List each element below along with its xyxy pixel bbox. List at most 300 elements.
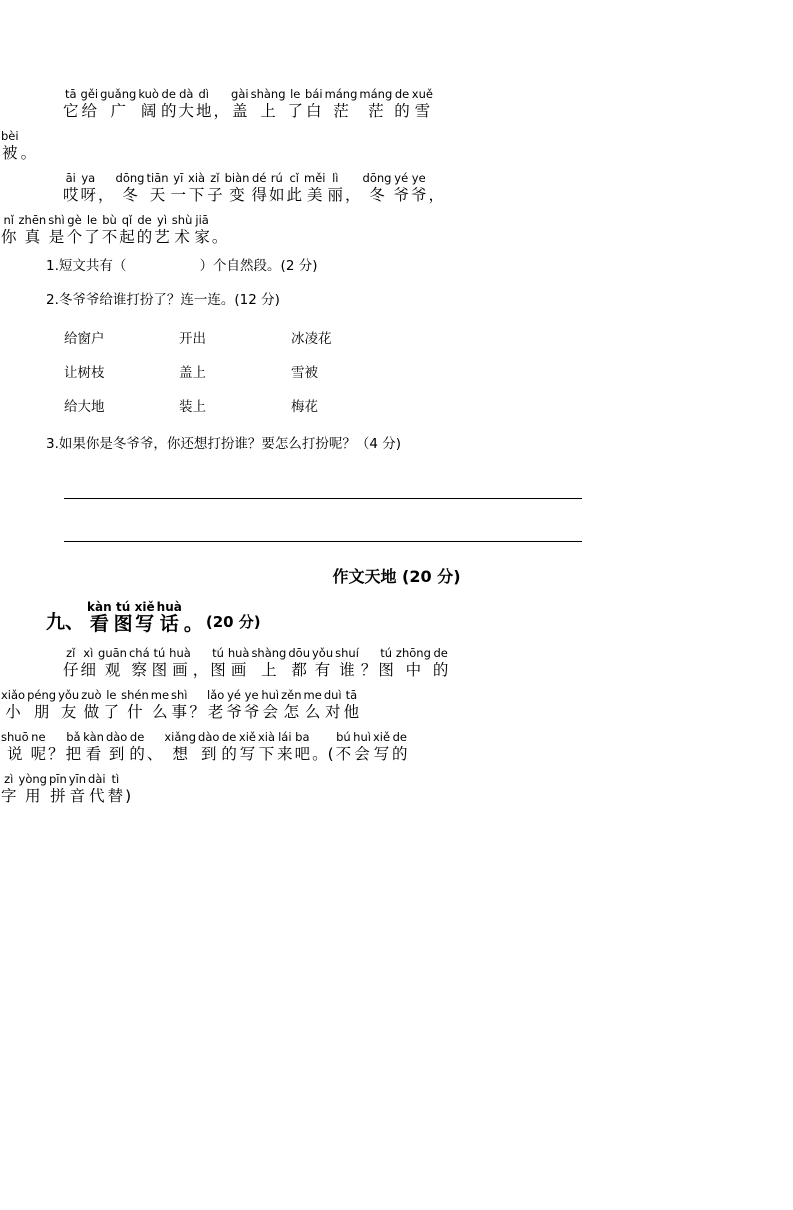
pinyin-char-unit (261, 689, 279, 721)
hanzi-text: 大 (178, 102, 194, 120)
question-3-text: 如果你是冬爷爷，你还想打扮谁？要怎么打扮呢？（4 分) (58, 436, 402, 452)
pinyin-char-unit (114, 601, 133, 633)
hanzi-text: 雪 (414, 102, 431, 120)
pinyin-char-unit (325, 88, 358, 120)
composition-score: (20 分) (205, 613, 261, 631)
pinyin-char-unit (88, 773, 106, 805)
hanzi-text: 朋 (33, 703, 50, 721)
hanzi-text: ， (213, 102, 230, 120)
hanzi-text: 冬 (122, 186, 138, 204)
pinyin-text: dì (198, 87, 209, 101)
pinyin-text: de (161, 87, 176, 101)
pinyin-char-unit (221, 731, 237, 763)
pinyin-char-unit (231, 88, 249, 120)
pinyin-char-unit (172, 214, 193, 246)
pinyin-char-unit (411, 172, 427, 204)
pinyin-text: dōng (115, 171, 145, 185)
pinyin-text: xiě (372, 730, 391, 744)
pinyin-char-unit (193, 647, 209, 679)
pinyin-char-unit (121, 689, 149, 721)
question-1 (0, 256, 793, 276)
hanzi-text: 了 (287, 102, 304, 120)
pinyin-char-unit (129, 731, 145, 763)
hanzi-text: 的 (394, 102, 410, 120)
hanzi-text: 阔 (140, 102, 157, 120)
pinyin-text: yīn (68, 772, 87, 786)
pinyin-text: chá (128, 646, 150, 660)
pinyin-char-unit (48, 731, 64, 763)
pinyin-text: xì (83, 646, 94, 660)
hanzi-text: 图 (151, 661, 168, 679)
pinyin-line (0, 647, 793, 679)
pinyin-char-unit (102, 214, 118, 246)
hanzi-text: 盖 (232, 102, 248, 120)
pinyin-char-unit (66, 731, 82, 763)
hanzi-text: 对 (324, 703, 341, 721)
hanzi-text: 是 (48, 228, 65, 246)
matching-row (64, 324, 793, 354)
pinyin-char-unit (98, 647, 127, 679)
hanzi-text: 上 (261, 661, 277, 679)
hanzi-text: 子 (207, 186, 223, 204)
pinyin-char-unit (394, 88, 410, 120)
pinyin-line (0, 130, 793, 162)
pinyin-text: de (137, 213, 152, 227)
matching-option[interactable]: 雪被 (291, 365, 318, 381)
pinyin-char-unit (147, 731, 163, 763)
pinyin-char-unit (106, 731, 127, 763)
hanzi-text: 个 (66, 228, 83, 246)
pinyin-char-unit (169, 647, 191, 679)
pinyin-text: lì (332, 171, 339, 185)
pinyin-char-unit (190, 689, 206, 721)
pinyin-line (0, 214, 793, 246)
hanzi-text: 到 (200, 745, 217, 763)
pinyin-char-unit (69, 773, 86, 805)
hanzi-text: 你 (1, 228, 17, 246)
pinyin-text: máng (359, 87, 393, 101)
hanzi-text: ， (98, 186, 114, 204)
hanzi-text: 替 (107, 787, 124, 805)
pinyin-char-unit (58, 689, 79, 721)
pinyin-text: tú (116, 600, 131, 614)
pinyin-char-unit (63, 172, 79, 204)
pinyin-char-unit (81, 689, 101, 721)
pinyin-text: kàn (83, 730, 104, 744)
pinyin-text: tì (111, 772, 120, 786)
hanzi-text: 仔 (63, 661, 79, 679)
pinyin-text: lái (278, 730, 292, 744)
pinyin-text: duì (323, 688, 342, 702)
hanzi-text: ？ (360, 661, 377, 679)
pinyin-text: guān (98, 646, 127, 660)
hanzi-text: 一 (170, 186, 187, 204)
hanzi-text: 的 (221, 745, 237, 763)
pinyin-text: yǒu (58, 688, 80, 702)
question-3-number: 3. (46, 436, 59, 452)
hanzi-text: 用 (24, 787, 41, 805)
pinyin-char-unit (164, 731, 196, 763)
matching-option[interactable]: 开出 (179, 331, 206, 347)
pinyin-text: de (392, 730, 407, 744)
hanzi-text: 么 (152, 703, 168, 721)
composition-section-title: 作文天地 (20 分) (332, 567, 461, 586)
hanzi-text: 的 (160, 102, 177, 120)
matching-option[interactable]: 装上 (179, 399, 206, 415)
pinyin-char-unit (207, 689, 224, 721)
pinyin-char-unit (196, 88, 212, 120)
pinyin-char-unit (161, 88, 177, 120)
pinyin-char-unit (373, 731, 390, 763)
pinyin-text: yé (227, 688, 242, 702)
matching-option[interactable]: 给窗户 (64, 331, 105, 347)
pinyin-char-unit (378, 647, 394, 679)
matching-option[interactable]: 给大地 (64, 399, 105, 415)
pinyin-text: shì (171, 688, 188, 702)
pinyin-char-unit (304, 689, 322, 721)
pinyin-char-unit (1, 130, 19, 162)
pinyin-text: yì (157, 213, 168, 227)
pinyin-char-unit (49, 773, 67, 805)
hanzi-text: 给 (81, 102, 98, 120)
matching-row (64, 392, 793, 422)
hanzi-text: 丽 (327, 186, 344, 204)
pinyin-text: jiā (195, 213, 209, 227)
pinyin-text: huì (353, 730, 371, 744)
hanzi-text: 、 (146, 745, 163, 763)
matching-option[interactable]: 冰凌花 (291, 331, 332, 347)
pinyin-text: zǐ (210, 171, 220, 185)
pinyin-char-unit (361, 647, 377, 679)
pinyin-text: tiān (146, 171, 169, 185)
pinyin-line (0, 773, 793, 805)
matching-exercise (0, 324, 793, 422)
pinyin-char-unit (198, 731, 219, 763)
hanzi-text: 哎 (63, 186, 79, 204)
composition-number: 九、 (46, 611, 85, 633)
matching-option[interactable]: 梅花 (291, 399, 318, 415)
pinyin-char-unit (104, 689, 120, 721)
hanzi-text: 被 (2, 144, 18, 162)
pinyin-char-unit (81, 647, 97, 679)
pinyin-text: xiǎng (164, 730, 197, 744)
hanzi-text: 会 (262, 703, 278, 721)
pinyin-line (0, 88, 793, 120)
pinyin-line (0, 731, 793, 763)
pinyin-char-unit (129, 647, 150, 679)
composition-prompt (0, 647, 793, 805)
pinyin-text: rú (270, 171, 283, 185)
hanzi-text: 。 (20, 144, 37, 162)
pinyin-char-unit (19, 773, 47, 805)
pinyin-text: ne (31, 730, 46, 744)
pinyin-text: zuò (81, 688, 102, 702)
hanzi-text: 说 (7, 745, 23, 763)
hanzi-text: 真 (24, 228, 41, 246)
answer-line-2[interactable] (64, 511, 582, 542)
hanzi-text: 广 (110, 102, 126, 120)
pinyin-text: xià (258, 730, 276, 744)
hanzi-text: 写 (373, 745, 390, 763)
pinyin-text: xiǎo (1, 688, 26, 702)
pinyin-text: tā (345, 688, 358, 702)
pinyin-char-unit (312, 731, 334, 763)
pinyin-char-unit (178, 88, 194, 120)
pinyin-char-unit (295, 731, 311, 763)
hanzi-text: ， (345, 186, 361, 204)
hanzi-text: 谁 (339, 661, 355, 679)
hanzi-text: 冬 (369, 186, 385, 204)
pinyin-text: de (394, 87, 410, 101)
hanzi-text: 上 (260, 102, 276, 120)
pinyin-text: ba (295, 730, 310, 744)
pinyin-text: biàn (224, 171, 250, 185)
pinyin-char-unit (212, 214, 228, 246)
pinyin-text: me (150, 688, 170, 702)
pinyin-char-unit (258, 731, 275, 763)
pinyin-char-unit (305, 88, 323, 120)
pinyin-text: ya (81, 171, 96, 185)
pinyin-text: dài (88, 772, 106, 786)
pinyin-char-unit (288, 88, 304, 120)
pinyin-char-unit (31, 731, 47, 763)
hanzi-text: 有 (314, 661, 331, 679)
hanzi-text: 了 (103, 703, 120, 721)
hanzi-text: 么 (304, 703, 321, 721)
pinyin-char-unit (171, 689, 187, 721)
hanzi-text: 到 (108, 745, 125, 763)
hanzi-text: 他 (343, 703, 360, 721)
pinyin-char-unit (225, 172, 250, 204)
pinyin-char-unit (63, 647, 79, 679)
pinyin-char-unit (48, 214, 64, 246)
matching-option[interactable]: 盖上 (179, 365, 206, 381)
hanzi-text: 什 (127, 703, 143, 721)
pinyin-text: cǐ (289, 171, 300, 185)
pinyin-text: dōu (288, 646, 310, 660)
pinyin-char-unit (429, 172, 445, 204)
pinyin-char-unit (328, 172, 344, 204)
pinyin-text: zhēn (18, 213, 47, 227)
pinyin-text: shì (48, 213, 65, 227)
hanzi-text: ， (428, 186, 445, 204)
pinyin-char-unit (392, 731, 408, 763)
hanzi-text: 小 (5, 703, 21, 721)
pinyin-text: huà (156, 600, 182, 614)
hanzi-text: 不 (101, 228, 118, 246)
pinyin-text: ye (411, 171, 426, 185)
pinyin-text: shén (121, 688, 149, 702)
hanzi-text: 看 (89, 613, 109, 635)
hanzi-text: 爷 (393, 186, 409, 204)
pinyin-char-unit (1, 689, 25, 721)
pinyin-text: āi (65, 171, 76, 185)
hanzi-text: 。 (183, 613, 203, 635)
pinyin-char-unit (1, 214, 17, 246)
pinyin-char-unit (184, 601, 203, 633)
pinyin-char-unit (396, 647, 431, 679)
hanzi-text: 它 (63, 102, 79, 120)
hanzi-text: 写 (239, 745, 256, 763)
pinyin-text: de (433, 646, 448, 660)
question-1-blank[interactable] (126, 258, 199, 274)
hanzi-text: 察 (131, 661, 148, 679)
hanzi-text: 把 (65, 745, 82, 763)
pinyin-char-unit (138, 88, 159, 120)
pinyin-char-unit (281, 689, 301, 721)
pinyin-text: xiě (134, 600, 155, 614)
hanzi-text: 爷 (410, 186, 427, 204)
pinyin-text: yī (173, 171, 184, 185)
pinyin-char-unit (226, 689, 242, 721)
pinyin-text: dà (179, 87, 194, 101)
pinyin-text: le (290, 87, 301, 101)
pinyin-text: bú (336, 730, 351, 744)
hanzi-text: 画 (230, 661, 247, 679)
pinyin-char-unit (98, 172, 114, 204)
hanzi-text: 吧 (294, 745, 311, 763)
pinyin-char-unit (19, 214, 47, 246)
hanzi-text: 细 (80, 661, 97, 679)
pinyin-text: dào (198, 730, 220, 744)
pinyin-text: gài (231, 87, 249, 101)
pinyin-char-unit (359, 88, 392, 120)
pinyin-char-unit (194, 214, 210, 246)
pinyin-char-unit (239, 731, 256, 763)
pinyin-char-unit (1, 731, 29, 763)
hanzi-text: 的 (129, 745, 145, 763)
pinyin-text: nǐ (3, 213, 14, 227)
pinyin-text: yòng (18, 772, 47, 786)
hanzi-text: 了 (84, 228, 100, 246)
hanzi-text: 的 (392, 745, 408, 763)
question-1-text-after: ）个自然段。(2 分) (199, 258, 318, 274)
hanzi-text: 怎 (283, 703, 300, 721)
hanzi-text: 画 (172, 661, 188, 679)
hanzi-text: 字 (1, 787, 17, 805)
worksheet-page (0, 88, 793, 1210)
pinyin-text: lǎo (207, 688, 225, 702)
pinyin-text: tú (380, 646, 393, 660)
hanzi-text: 。 (211, 228, 228, 246)
answer-lines (0, 468, 793, 542)
reading-passage (0, 88, 793, 246)
hanzi-text: 得 (251, 186, 267, 204)
hanzi-text: 下 (258, 745, 275, 763)
pinyin-text: le (106, 688, 117, 702)
hanzi-text: 来 (277, 745, 293, 763)
pinyin-text: me (303, 688, 322, 702)
pinyin-text: huì (261, 688, 280, 702)
pinyin-text: zì (4, 772, 14, 786)
pinyin-char-unit (152, 647, 168, 679)
pinyin-char-unit (207, 172, 223, 204)
question-2-number: 2. (46, 292, 59, 308)
question-2 (0, 290, 793, 310)
answer-line-1[interactable] (64, 468, 582, 499)
matching-option[interactable]: 让树枝 (64, 365, 105, 381)
pinyin-text: yé (394, 171, 409, 185)
pinyin-text: de (129, 730, 145, 744)
pinyin-char-unit (87, 601, 112, 633)
pinyin-text: shù (171, 213, 193, 227)
pinyin-text: de (221, 730, 237, 744)
matching-row (64, 358, 793, 388)
pinyin-char-unit (251, 88, 286, 120)
pinyin-char-unit (214, 88, 230, 120)
pinyin-char-unit (393, 172, 409, 204)
pinyin-char-unit (188, 172, 205, 204)
pinyin-text: bái (305, 87, 323, 101)
pinyin-char-unit (151, 689, 169, 721)
pinyin-char-unit (287, 172, 303, 204)
hanzi-text: 下 (188, 186, 205, 204)
pinyin-char-unit (353, 731, 371, 763)
hanzi-text: 爷 (226, 703, 242, 721)
pinyin-char-unit (312, 647, 333, 679)
hanzi-text: 中 (405, 661, 422, 679)
pinyin-text: měi (304, 171, 326, 185)
pinyin-char-unit (228, 647, 250, 679)
pinyin-char-unit (135, 601, 155, 633)
pinyin-char-unit (251, 647, 286, 679)
pinyin-char-unit (119, 214, 135, 246)
pinyin-text: le (86, 213, 98, 227)
pinyin-text: tā (64, 87, 77, 101)
hanzi-text: 术 (174, 228, 190, 246)
pinyin-char-unit (269, 172, 285, 204)
pinyin-char-unit (1, 773, 17, 805)
pinyin-text: yǒu (311, 646, 334, 660)
hanzi-text: 拼 (50, 787, 66, 805)
pinyin-char-unit (336, 731, 352, 763)
pinyin-char-unit (116, 172, 145, 204)
question-2-text: 冬爷爷给谁打扮了？连一连。(12 分) (58, 292, 280, 308)
pinyin-text: xiě (238, 730, 256, 744)
pinyin-text: bǎ (66, 730, 81, 744)
pinyin-char-unit (363, 172, 392, 204)
hanzi-text: 天 (149, 186, 166, 204)
pinyin-text: dé (252, 171, 267, 185)
hanzi-text: ？ (48, 745, 64, 763)
pinyin-char-unit (412, 88, 433, 120)
pinyin-text: bèi (1, 129, 19, 143)
pinyin-text: xuě (411, 87, 433, 101)
pinyin-text: shàng (251, 646, 287, 660)
pinyin-char-unit (137, 214, 153, 246)
hanzi-text: 图 (210, 661, 226, 679)
composition-heading (0, 601, 793, 633)
hanzi-text: 做 (83, 703, 100, 721)
question-1-text-before: 短文共有（ (58, 258, 127, 274)
pinyin-char-unit (100, 88, 136, 120)
hanzi-text: 爷 (243, 703, 260, 721)
pinyin-text: péng (27, 688, 57, 702)
pinyin-char-unit (433, 647, 449, 679)
hanzi-text: 白 (306, 102, 322, 120)
hanzi-text: 如 (268, 186, 285, 204)
hanzi-text: 话 (159, 613, 179, 635)
pinyin-text: kuò (138, 87, 159, 101)
hanzi-text: 事 (171, 703, 188, 721)
pinyin-char-unit (335, 647, 359, 679)
pinyin-line (0, 172, 793, 204)
pinyin-text: dōng (362, 171, 392, 185)
hanzi-text: 的 (432, 661, 449, 679)
pinyin-char-unit (324, 689, 342, 721)
pinyin-char-unit (125, 773, 131, 805)
hanzi-text: 的 (136, 228, 153, 246)
